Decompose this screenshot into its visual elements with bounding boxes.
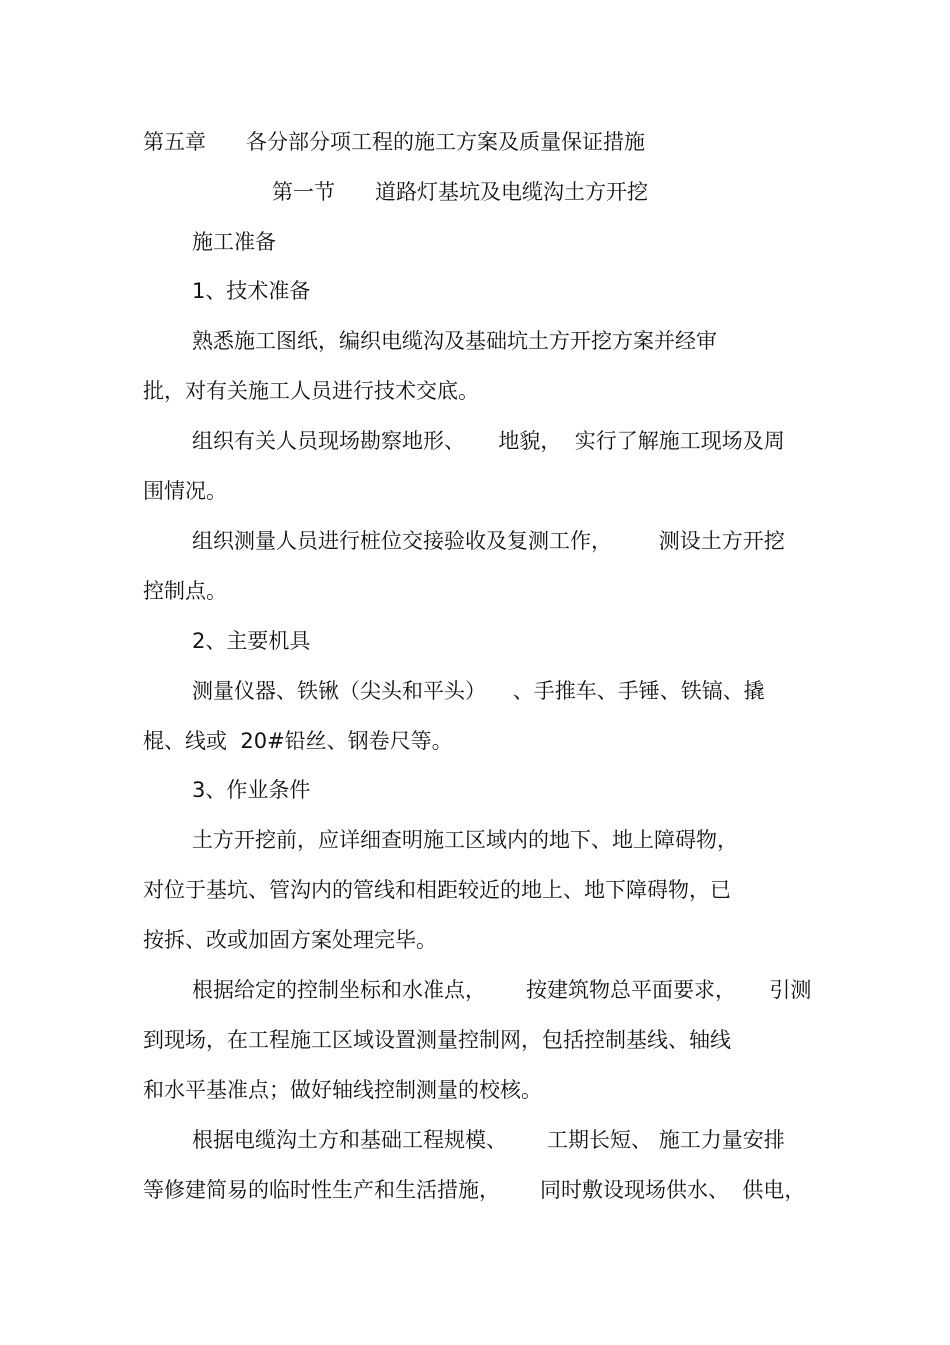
paragraph-line: 根据电缆沟土方和基础工程规模、 工期长短、 施工力量安排 [192,1128,785,1152]
paragraph-line: 测量仪器、铁锹（尖头和平头） 、手推车、手锤、铁镐、撬 [192,679,765,703]
heading-construction-prep: 施工准备 [192,230,276,254]
chapter-title: 第五章 各分部分项工程的施工方案及质量保证措施 [143,130,646,154]
paragraph-line: 批，对有关施工人员进行技术交底。 [143,379,479,403]
paragraph-line: 熟悉施工图纸，编织电缆沟及基础坑土方开挖方案并经审 [192,329,717,353]
paragraph-line: 土方开挖前，应详细查明施工区域内的地下、地上障碍物， [192,828,738,852]
subheading-work-conditions: 3、作业条件 [192,778,311,802]
paragraph-line: 对位于基坑、管沟内的管线和相距较近的地上、地下障碍物，已 [143,878,731,902]
paragraph-line: 组织有关人员现场勘察地形、 地貌， 实行了解施工现场及周 [192,429,785,453]
paragraph-line: 等修建简易的临时性生产和生活措施， 同时敷设现场供水、 供电， [143,1178,806,1202]
paragraph-line: 根据给定的控制坐标和水准点， 按建筑物总平面要求， 引测 [192,978,812,1002]
paragraph-line: 棍、线或 20#铅丝、钢卷尺等。 [143,729,453,753]
section-title: 第一节 道路灯基坑及电缆沟土方开挖 [272,180,649,204]
paragraph-line: 按拆、改或加固方案处理完毕。 [143,928,437,952]
paragraph-line: 和水平基准点；做好轴线控制测量的校核。 [143,1078,542,1102]
paragraph-line: 组织测量人员进行桩位交接验收及复测工作， 测设土方开挖 [192,529,785,553]
paragraph-line: 控制点。 [143,579,227,603]
subheading-technical-prep: 1、技术准备 [192,279,311,303]
paragraph-line: 到现场，在工程施工区域设置测量控制网，包括控制基线、轴线 [143,1028,731,1052]
subheading-main-tools: 2、主要机具 [192,629,311,653]
paragraph-line: 围情况。 [143,479,227,503]
